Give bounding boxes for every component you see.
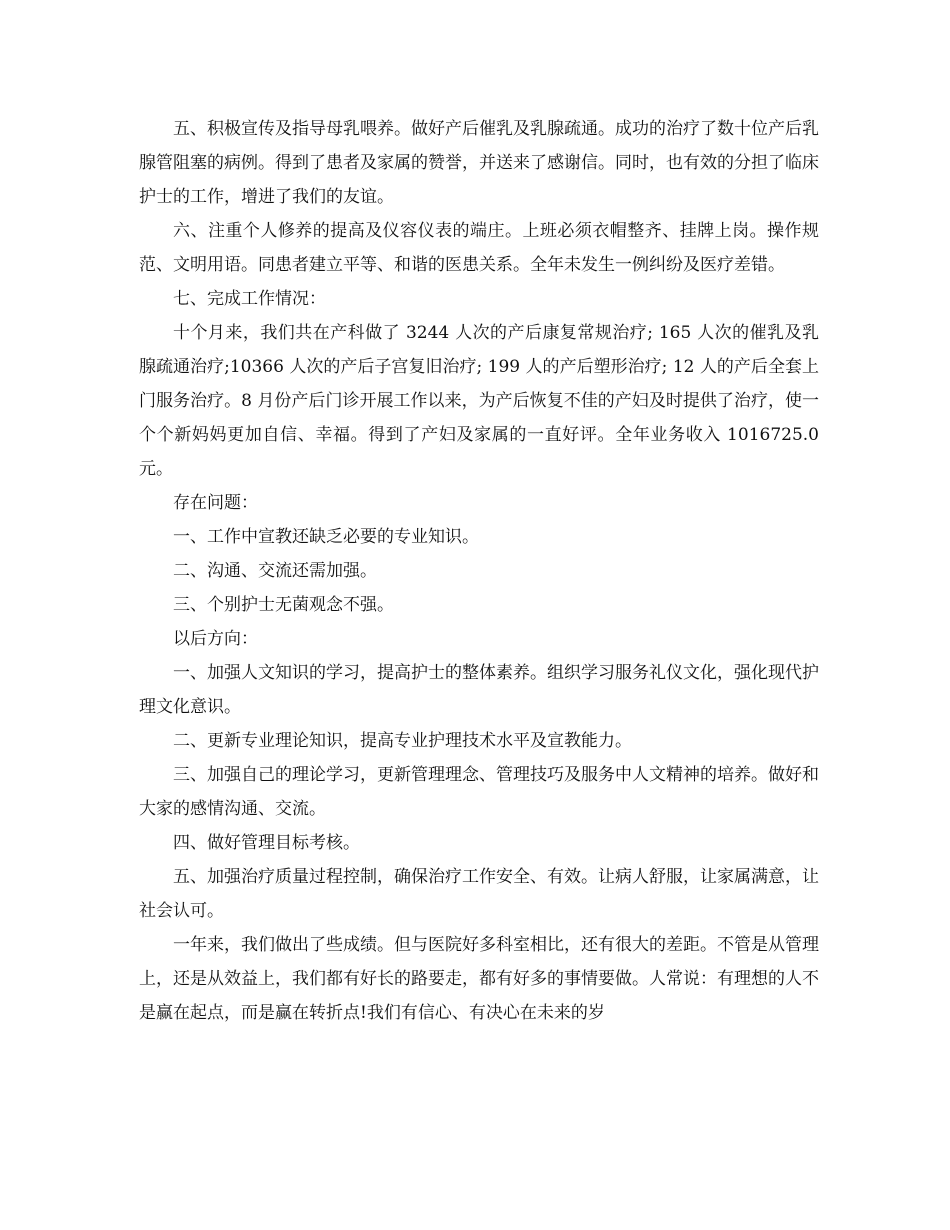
paragraph-breastfeeding: 五、积极宣传及指导母乳喂养。做好产后催乳及乳腺疏通。成功的治疗了数十位产后乳腺管阻塞的病例。得到了患者及家属的赞誉，并送来了感谢信。同时，也有效的分担了临床护士的工作，增进了我们的友谊。 <box>139 119 819 207</box>
problem-item-1: 一、工作中宣教还缺乏必要的专业知识。 <box>173 527 479 547</box>
direction-item-1: 一、加强人文知识的学习，提高护士的整体素养。组织学习服务礼仪文化，强化现代护理文化意识。 <box>139 663 819 717</box>
direction-item-2: 二、更新专业理论知识，提高专业护理技术水平及宣教能力。 <box>173 731 632 751</box>
document-body <box>139 112 819 1030</box>
direction-item-3: 三、加强自己的理论学习，更新管理理念、管理技巧及服务中人文精神的培养。做好和大家的感情沟通、交流。 <box>139 765 819 819</box>
direction-item-5: 五、加强治疗质量过程控制，确保治疗工作安全、有效。让病人舒服，让家属满意，让社会认可。 <box>139 867 819 921</box>
heading-future-direction: 以后方向： <box>173 629 258 649</box>
heading-work-completed: 七、完成工作情况： <box>173 289 326 309</box>
paragraph-conclusion: 一年来，我们做出了些成绩。但与医院好多科室相比，还有很大的差距。不管是从管理上，还是从效益上，我们都有好长的路要走，都有好多的事情要做。人常说：有理想的人不是赢在起点，而是赢在转折点!我们有信心、有决心在未来的岁 <box>139 935 819 1023</box>
paragraph-personal-conduct: 六、注重个人修养的提高及仪容仪表的端庄。上班必须衣帽整齐、挂牌上岗。操作规范、文明用语。同患者建立平等、和谐的医患关系。全年未发生一例纠纷及医疗差错。 <box>139 221 819 275</box>
paragraph-work-statistics: 十个月来，我们共在产科做了 3244 人次的产后康复常规治疗; 165 人次的催乳及乳腺疏通治疗;10366 人次的产后子宫复旧治疗; 199 人的产后塑形治疗; 12 人的产后全套上门服务治疗。8 月份产后门诊开展工作以来，为产后恢复不佳的产妇及时提供了治疗，使一个个新妈妈更加自信、幸福。得到了产妇及家属的一直好评。全年业务收入 1016725.0 元。 <box>139 323 819 479</box>
direction-item-4: 四、做好管理目标考核。 <box>173 833 360 853</box>
heading-problems: 存在问题： <box>173 493 258 513</box>
problem-item-2: 二、沟通、交流还需加强。 <box>173 561 377 581</box>
problem-item-3: 三、个别护士无菌观念不强。 <box>173 595 394 615</box>
